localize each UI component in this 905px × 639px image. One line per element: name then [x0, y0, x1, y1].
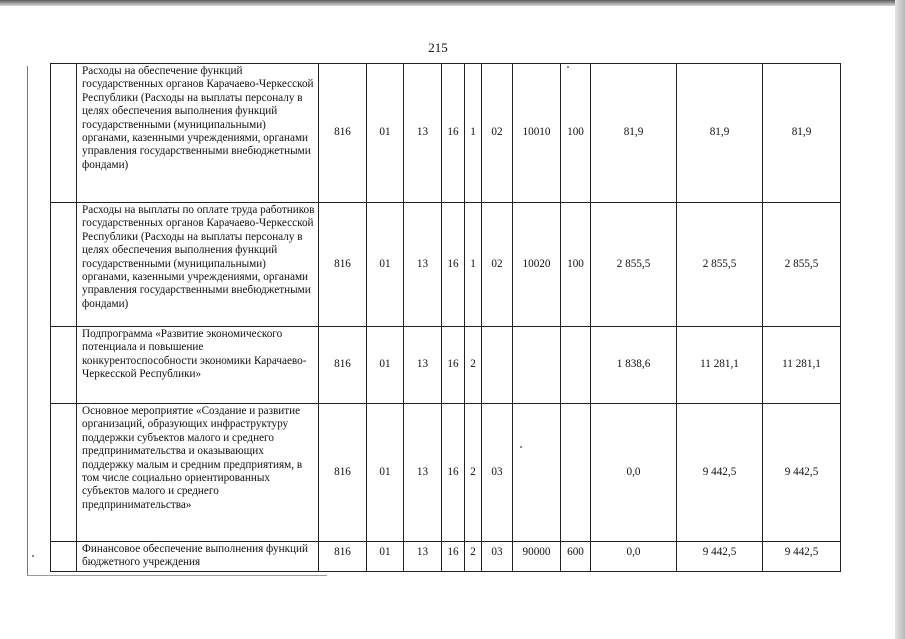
page-number: 215	[428, 40, 448, 55]
amount-year3-cell: 11 281,1	[763, 327, 841, 404]
event-cell: 02	[482, 64, 513, 203]
gov-code-cell: 816	[319, 404, 367, 542]
margin-rule	[27, 66, 28, 576]
table-row	[51, 542, 841, 572]
index-cell	[51, 404, 77, 542]
budget-table	[50, 63, 841, 572]
amount-year1-cell: 0,0	[591, 404, 677, 542]
amount-year1-cell: 0,0	[591, 542, 677, 572]
subprogram-cell: 1	[465, 64, 482, 203]
index-cell	[51, 203, 77, 327]
expense-name-cell: Расходы на выплаты по оплате труда работников государственных органов Карачаево-Черкесской Республики (Расходы на выплаты персоналу в целях обеспечения выполнения функций государственными (муниципальными) органами, казенными учреждениями, органами управления государственными внебюджетными фондами)	[77, 203, 319, 327]
amount-year3-cell: 9 442,5	[763, 404, 841, 542]
table-row	[51, 327, 841, 404]
amount-year1-cell: 1 838,6	[591, 327, 677, 404]
subprogram-cell: 2	[465, 327, 482, 404]
table-row	[51, 203, 841, 327]
expense-name-cell: Финансовое обеспечение выполнения функций бюджетного учреждения	[77, 542, 319, 572]
section-cell: 01	[367, 64, 404, 203]
index-cell	[51, 542, 77, 572]
expense-type-cell: 600	[561, 542, 591, 572]
amount-year2-cell: 9 442,5	[677, 542, 763, 572]
subsection-cell: 13	[404, 542, 442, 572]
expense-type-cell	[561, 404, 591, 542]
scan-edge-right	[895, 0, 905, 639]
gov-code-cell: 816	[319, 64, 367, 203]
expense-name-cell: Основное мероприятие «Создание и развитие организаций, образующих инфраструктуру поддержки субъектов малого и среднего предпринимательства и оказывающих поддержку малым и средним предприятиям, в том числе социально ориентированных субъектов малого и среднего предпринимательства»	[77, 404, 319, 542]
subsection-cell: 13	[404, 327, 442, 404]
program-cell: 16	[442, 203, 465, 327]
amount-year3-cell: 2 855,5	[763, 203, 841, 327]
expense-type-cell: 100	[561, 203, 591, 327]
amount-year1-cell: 81,9	[591, 64, 677, 203]
program-cell: 16	[442, 404, 465, 542]
event-cell	[482, 327, 513, 404]
amount-year3-cell: 9 442,5	[763, 542, 841, 572]
table-row	[51, 404, 841, 542]
gov-code-cell: 816	[319, 542, 367, 572]
footer-rule	[27, 575, 327, 576]
expense-type-cell: 100	[561, 64, 591, 203]
program-cell: 16	[442, 542, 465, 572]
amount-year1-cell: 2 855,5	[591, 203, 677, 327]
amount-year3-cell: 81,9	[763, 64, 841, 203]
subprogram-cell: 2	[465, 542, 482, 572]
program-cell: 16	[442, 327, 465, 404]
section-cell: 01	[367, 542, 404, 572]
direction-cell: 90000	[513, 542, 561, 572]
event-cell: 03	[482, 542, 513, 572]
scan-edge-top	[0, 0, 905, 6]
subsection-cell: 13	[404, 404, 442, 542]
direction-cell: 10020	[513, 203, 561, 327]
program-cell: 16	[442, 64, 465, 203]
gov-code-cell: 816	[319, 203, 367, 327]
subsection-cell: 13	[404, 64, 442, 203]
direction-cell	[513, 404, 561, 542]
gov-code-cell: 816	[319, 327, 367, 404]
subprogram-cell: 1	[465, 203, 482, 327]
event-cell: 03	[482, 404, 513, 542]
expense-type-cell	[561, 327, 591, 404]
amount-year2-cell: 9 442,5	[677, 404, 763, 542]
subprogram-cell: 2	[465, 404, 482, 542]
section-cell: 01	[367, 404, 404, 542]
amount-year2-cell: 11 281,1	[677, 327, 763, 404]
event-cell: 02	[482, 203, 513, 327]
amount-year2-cell: 2 855,5	[677, 203, 763, 327]
amount-year2-cell: 81,9	[677, 64, 763, 203]
subsection-cell: 13	[404, 203, 442, 327]
expense-name-cell: Подпрограмма «Развитие экономического потенциала и повышение конкурентоспособности экономики Карачаево-Черкесской Республики»	[77, 327, 319, 404]
section-cell: 01	[367, 327, 404, 404]
direction-cell	[513, 327, 561, 404]
direction-cell: 10010	[513, 64, 561, 203]
section-cell: 01	[367, 203, 404, 327]
table-row	[51, 64, 841, 203]
expense-name-cell: Расходы на обеспечение функций государственных органов Карачаево-Черкесской Республики (Расходы на выплаты персоналу в целях обеспечения выполнения функций государственными (муниципальными) органами, казенными учреждениями, органами управления государственными внебюджетными фондами)	[77, 64, 319, 203]
index-cell	[51, 64, 77, 203]
table-body	[51, 64, 841, 572]
scan-speck	[32, 555, 34, 557]
index-cell	[51, 327, 77, 404]
